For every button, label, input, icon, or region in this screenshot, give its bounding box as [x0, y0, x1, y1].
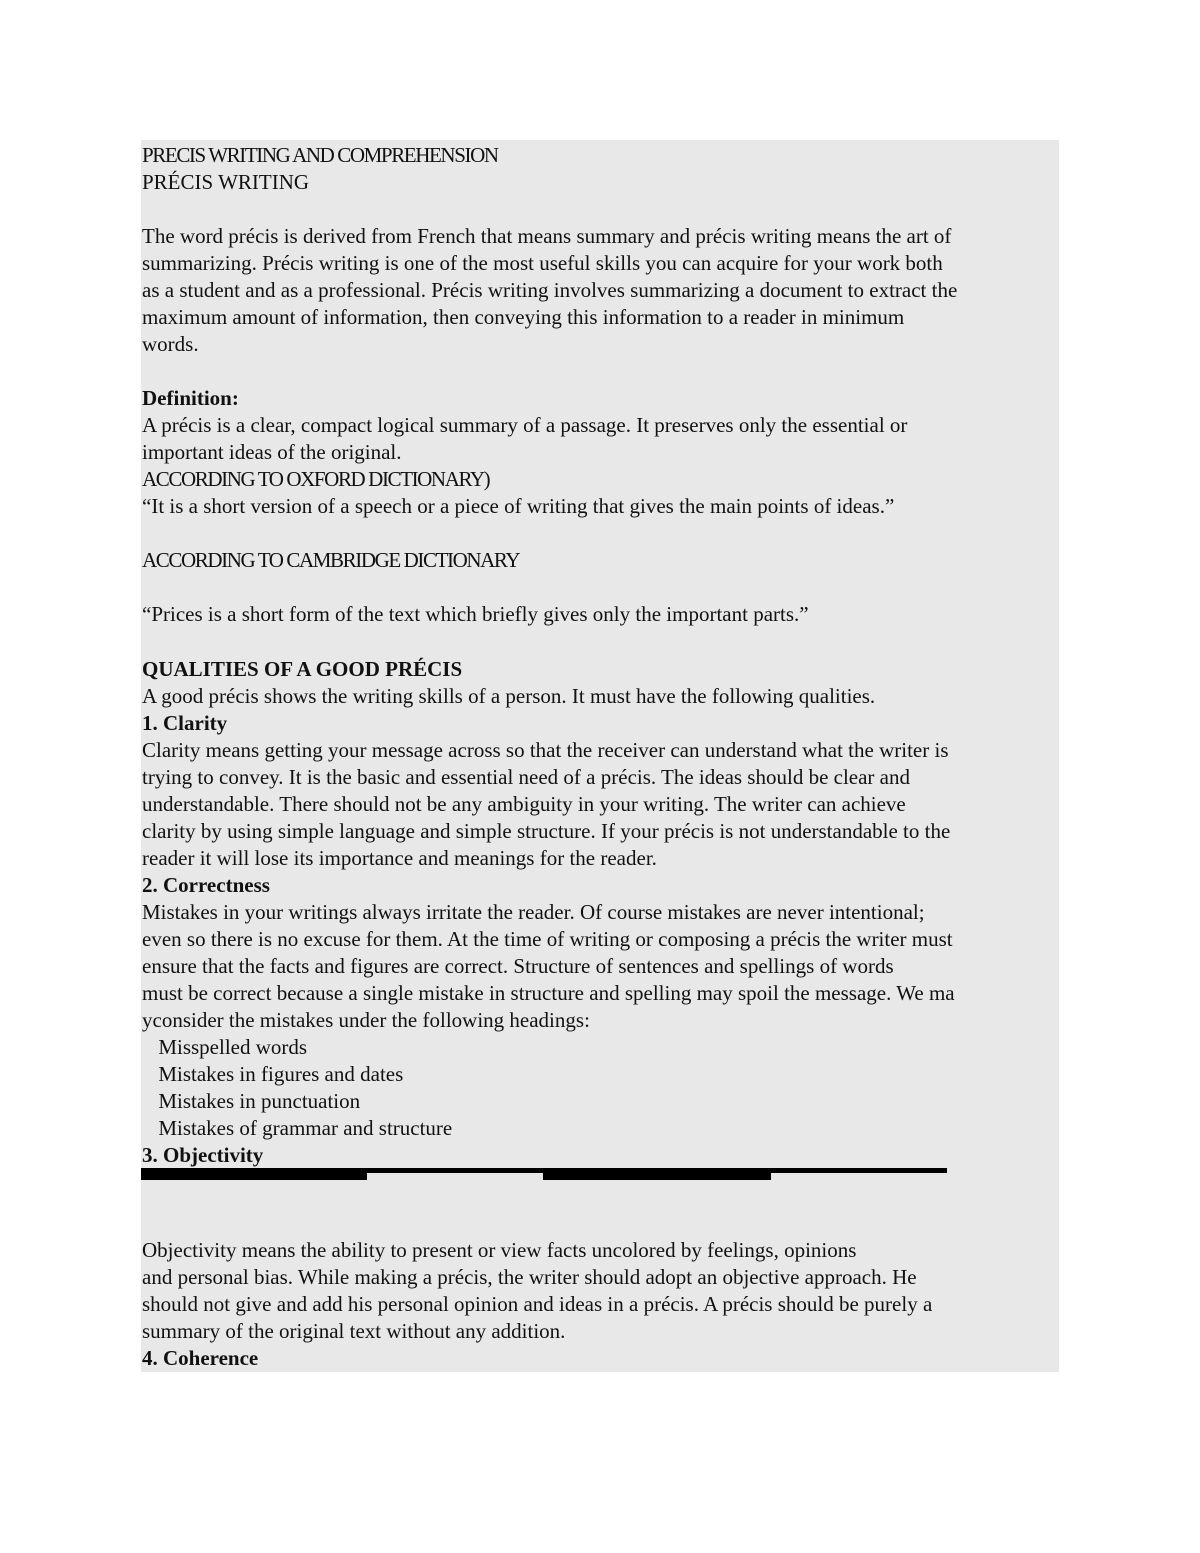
clarity-line: Clarity means getting your message across so that the receiver can understand what the writer is	[142, 738, 949, 762]
cambridge-quote: “Prices is a short form of the text which briefly gives only the important parts.”	[142, 602, 809, 626]
clarity-line: trying to convey. It is the basic and essential need of a précis. The ideas should be clear and	[142, 765, 910, 789]
coherence-heading: 4. Coherence	[142, 1346, 259, 1370]
intro-line: words.	[142, 332, 199, 356]
oxford-label: ACCORDING TO OXFORD DICTIONARY)	[142, 467, 490, 491]
correctness-line: ensure that the facts and figures are correct. Structure of sentences and spellings of words	[142, 954, 894, 978]
qualities-heading: QUALITIES OF A GOOD PRÉCIS	[142, 657, 463, 681]
objectivity-line: and personal bias. While making a précis, the writer should adopt an objective approach. He	[142, 1265, 917, 1289]
intro-line: as a student and as a professional. Précis writing involves summarizing a document to extract the	[142, 278, 958, 302]
objectivity-line: should not give and add his personal opinion and ideas in a précis. A précis should be purely a	[142, 1292, 933, 1316]
mistake-list-item: Mistakes of grammar and structure	[142, 1116, 436, 1140]
cambridge-label: ACCORDING TO CAMBRIDGE DICTIONARY	[142, 548, 520, 572]
objectivity-line: Objectivity means the ability to present or view facts uncolored by feelings, opinions	[142, 1238, 857, 1262]
correctness-line: yconsider the mistakes under the following headings:	[142, 1008, 590, 1032]
definition-heading: Definition:	[142, 386, 239, 410]
oxford-quote: “It is a short version of a speech or a piece of writing that gives the main points of ideas.”	[142, 494, 895, 518]
objectivity-line: summary of the original text without any addition.	[142, 1319, 566, 1343]
mistake-list-item: Misspelled words	[142, 1035, 291, 1059]
document-subtitle: PRÉCIS WRITING	[142, 170, 310, 194]
document-title: PRECIS WRITING AND COMPREHENSION	[142, 143, 498, 167]
page-break-block	[141, 1173, 367, 1180]
page-break-block	[543, 1173, 771, 1180]
correctness-line: even so there is no excuse for them. At the time of writing or composing a précis the writer must	[142, 927, 953, 951]
clarity-heading: 1. Clarity	[142, 711, 228, 735]
intro-line: maximum amount of information, then conveying this information to a reader in minimum	[142, 305, 905, 329]
intro-line: summarizing. Précis writing is one of the most useful skills you can acquire for your work both	[142, 251, 943, 275]
mistake-list-item: Mistakes in punctuation	[142, 1089, 344, 1113]
clarity-line: clarity by using simple language and simple structure. If your précis is not understandable to the	[142, 819, 951, 843]
clarity-line: reader it will lose its importance and meanings for the reader.	[142, 846, 657, 870]
objectivity-heading: 3. Objectivity	[142, 1143, 264, 1167]
mistake-list-item: Mistakes in figures and dates	[142, 1062, 387, 1086]
clarity-line: understandable. There should not be any ambiguity in your writing. The writer can achieve	[142, 792, 906, 816]
intro-line: The word précis is derived from French that means summary and précis writing means the art of	[142, 224, 952, 248]
correctness-line: Mistakes in your writings always irritate the reader. Of course mistakes are never intentional;	[142, 900, 925, 924]
definition-line: important ideas of the original.	[142, 440, 402, 464]
definition-line: A précis is a clear, compact logical summary of a passage. It preserves only the essential or	[142, 413, 908, 437]
correctness-heading: 2. Correctness	[142, 873, 270, 897]
document-page	[141, 140, 1059, 1372]
qualities-intro: A good précis shows the writing skills of a person. It must have the following qualities.	[142, 684, 876, 708]
correctness-line: must be correct because a single mistake in structure and spelling may spoil the message. We ma	[142, 981, 955, 1005]
